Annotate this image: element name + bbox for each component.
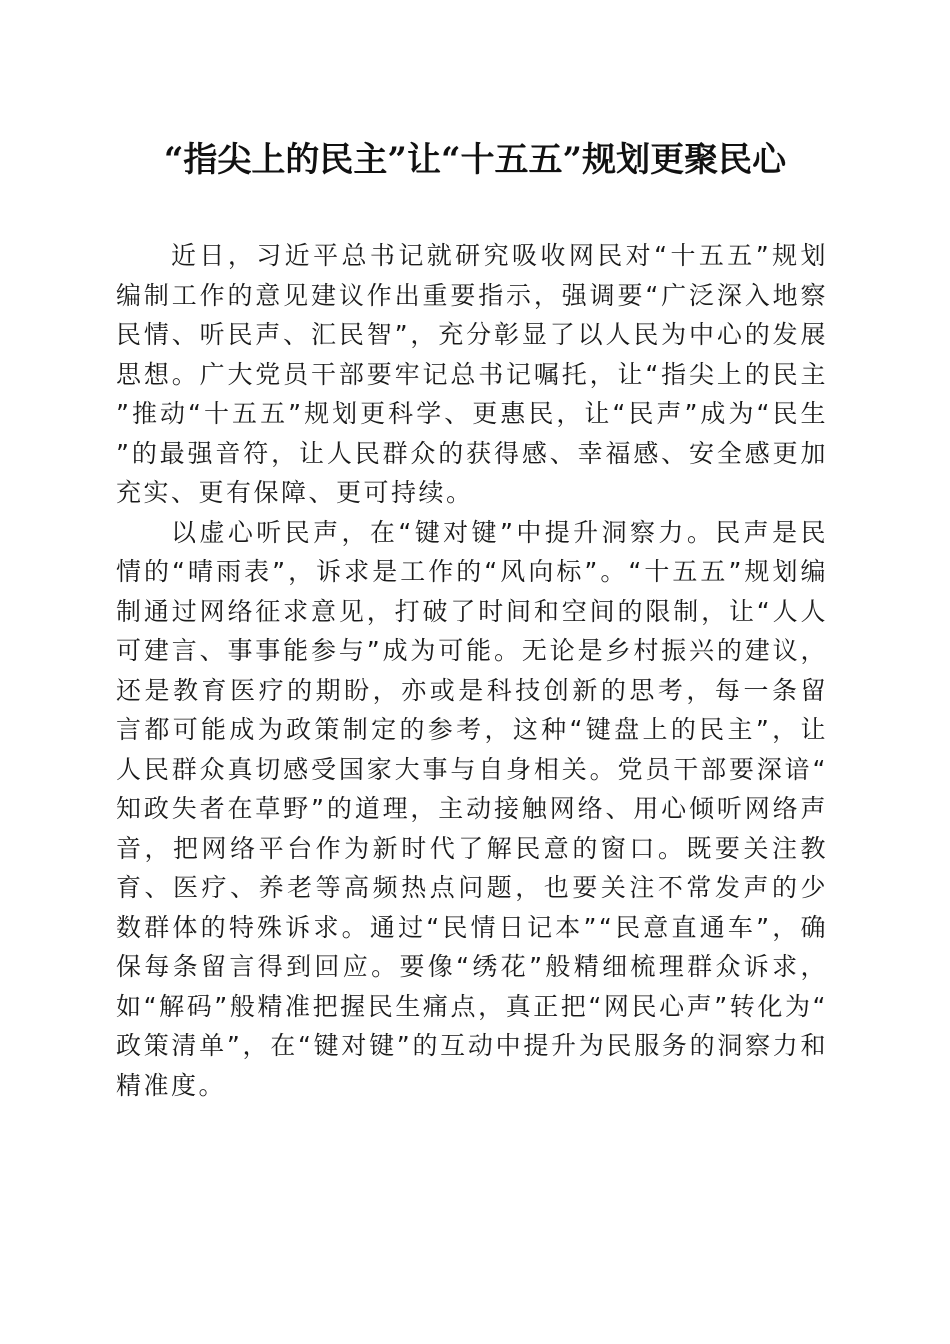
- article-title: “指尖上的民主”让“十五五”规划更聚民心: [163, 140, 787, 180]
- paragraph-intro: 近日，习近平总书记就研究吸收网民对“十五五”规划编制工作的意见建议作出重要指示，强调要“广泛深入地察民情、听民声、汇民智”，充分彰显了以人民为中心的发展思想。广大党员干部要牢记总书记嘱托，让“指尖上的民主”推动“十五五”规划更科学、更惠民，让“民声”成为“民生”的最强音符，让人民群众的获得感、幸福感、安全感更加充实、更有保障、更可持续。: [116, 241, 828, 507]
- paragraph-listen: 以虚心听民声，在“键对键”中提升洞察力。民声是民情的“晴雨表”，诉求是工作的“风向标”。“十五五”规划编制通过网络征求意见，打破了时间和空间的限制，让“人人可建言、事事能参与”成为可能。无论是乡村振兴的建议，还是教育医疗的期盼，亦或是科技创新的思考，每一条留言都可能成为政策制定的参考，这种“键盘上的民主”，让人民群众真切感受国家大事与自身相关。党员干部要深谙“知政失者在草野”的道理，主动接触网络、用心倾听网络声音，把网络平台作为新时代了解民意的窗口。既要关注教育、医疗、养老等高频热点问题，也要关注不常发声的少数群体的特殊诉求。通过“民情日记本”“民意直通车”，确保每条留言得到回应。要像“绣花”般精细梳理群众诉求，如“解码”般精准把握民生痛点，真正把“网民心声”转化为“政策清单”，在“键对键”的互动中提升为民服务的洞察力和精准度。: [116, 517, 828, 1100]
- article-body: [116, 236, 828, 1105]
